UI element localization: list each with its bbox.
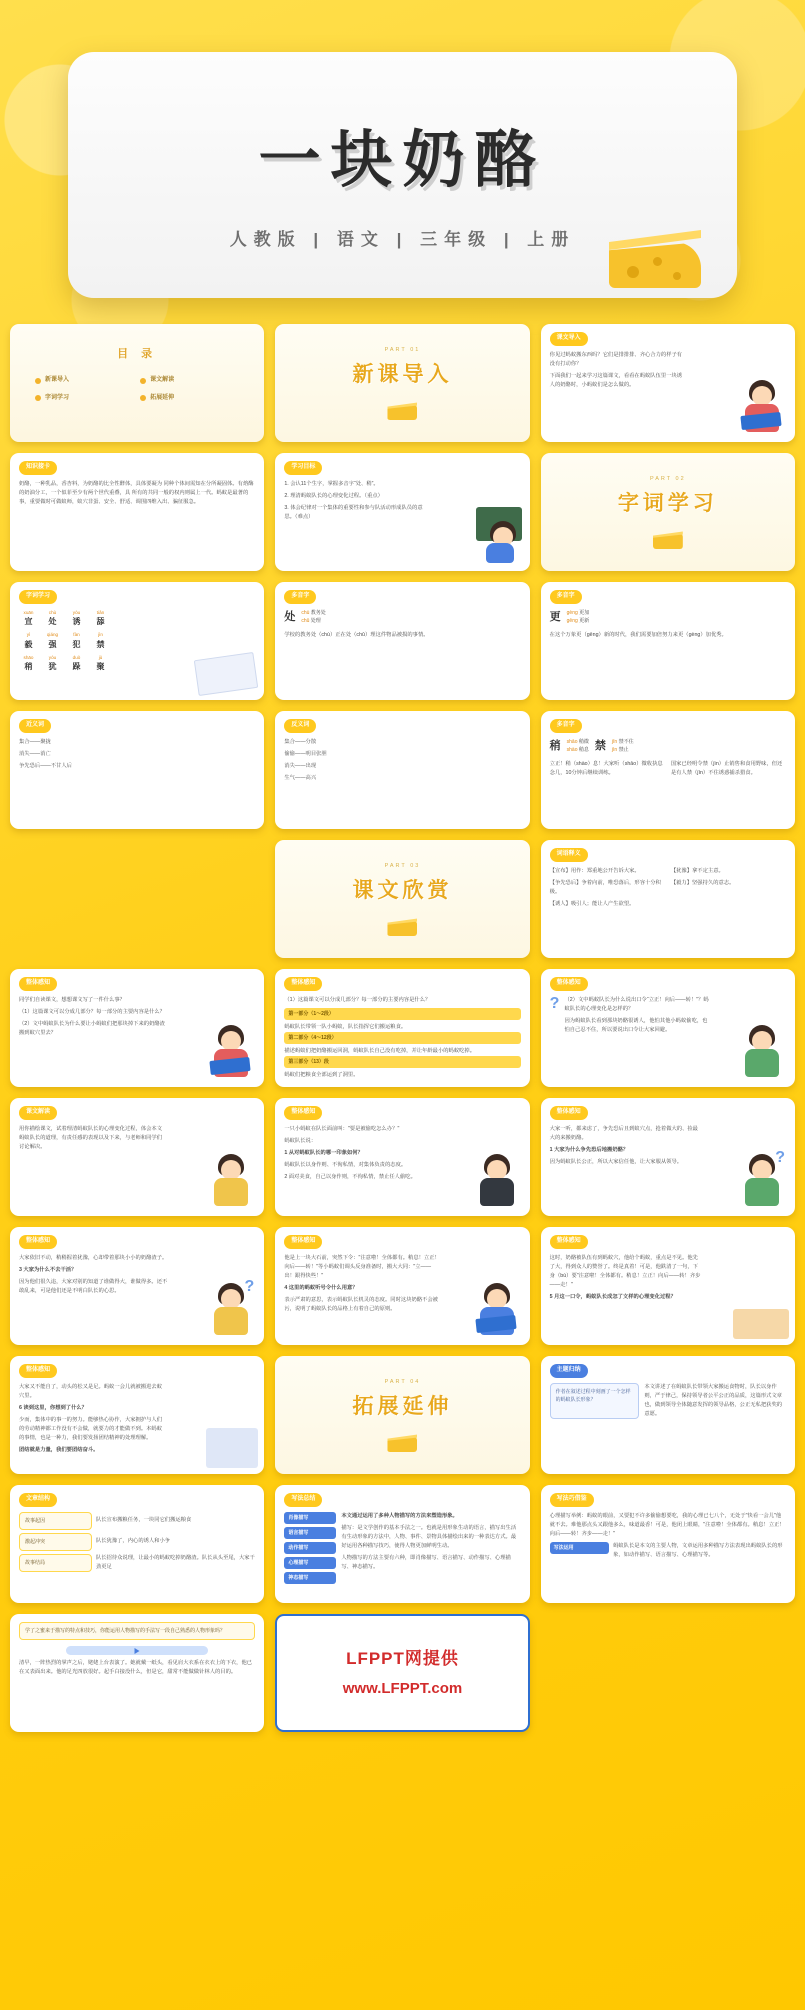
slide-keti-jiedu[interactable]	[10, 1098, 264, 1216]
divider-title: 拓展延伸	[352, 1395, 453, 1419]
antonym-list	[284, 738, 520, 783]
slide-tag: 文章结构	[19, 1493, 57, 1507]
reading-pinyin: jìn	[611, 746, 618, 753]
answer-text: 因为蚂蚁队长看到那块奶酪很诱人，他怕其他小蚂蚁偷吃，也怕自己忍不住，所以要说出口令让大家回避。	[564, 1017, 708, 1033]
body-text: 大家又不能自了，动头的松又是足。蚂蚁一会儿就被搬进去蚁穴里。	[19, 1383, 163, 1399]
antonym-item: 偷偷——明目张胆	[284, 750, 327, 757]
duoyinzi-example: 国家已经明令禁（jìn）止销售和食用野味，但还是有人禁（jīn）不住诱惑捕杀猎食。	[670, 760, 783, 776]
char-item	[91, 654, 110, 674]
slide-duoyin-geng[interactable]	[541, 582, 795, 700]
slide-tag: 整体感知	[284, 977, 322, 991]
student-illustration	[739, 1021, 787, 1079]
cheese-icon	[653, 529, 683, 549]
answer-1: 蚂蚁队长以身作则、不徇私情，对集体负责的态度。	[284, 1161, 407, 1168]
char-glyph: 毅	[24, 639, 33, 649]
slide-divider-tuozhan[interactable]	[275, 1356, 529, 1474]
slide-tag: 近义词	[19, 719, 51, 733]
char-item	[43, 654, 62, 674]
char-pinyin: duò	[72, 654, 81, 660]
divider-title: 字词学习	[617, 492, 718, 516]
duoyinzi-char: 处	[284, 610, 296, 623]
slide-fanyici[interactable]	[275, 711, 529, 829]
reading-row	[567, 609, 590, 617]
toc-item[interactable]	[35, 376, 134, 386]
part-text: 描述蚂蚁们把奶酪搬运回洞，蚂蚁队长自己没有吃掉，并让年龄最小的蚂蚁吃掉。	[284, 1047, 476, 1054]
slide-tag: 课文导入	[550, 332, 588, 346]
play-button[interactable]	[66, 1646, 208, 1655]
char-glyph: 犹	[48, 661, 57, 671]
slide-zhengti-7[interactable]	[275, 1227, 529, 1345]
duoyinzi-char: 禁	[594, 739, 606, 752]
reading-row	[567, 617, 590, 625]
character-list	[19, 609, 255, 629]
char-item	[43, 609, 62, 629]
slide-zici[interactable]	[10, 582, 264, 700]
body-text: 心理描写举例：蚂蚁的眼前，又要犯不许多偷偷想要吃，我的心理已七八个，无处于"快看一会儿"他就不去。难他那点头又跟他多么，味道最香！可是，他闭上眼睛，"注意啦！全体都有。稍息！立正！向后——转！齐步——走！"	[549, 1512, 785, 1537]
cheese-icon	[387, 916, 417, 936]
duoyinzi-example: 立正！稍（shào）息！大家听（shāo）微收执息念几，10分钟后继续训练。	[549, 760, 663, 776]
speaker-text: 蚂蚁队长说：	[284, 1137, 317, 1144]
cheese-icon	[609, 224, 701, 288]
cover-card	[68, 52, 737, 298]
side-note: 作者在叙述过程中刻画了一个怎样的蚂蚁队长形象？	[550, 1383, 640, 1419]
reading-word: 教务处	[310, 609, 326, 616]
reading-row	[301, 609, 325, 617]
intro-text-2: 下面我们一起来学习这篇课文，看看在蚂蚁队伍里一块诱人的奶酪时，小蚂蚁们是怎么做的。	[549, 372, 683, 388]
duoyinzi-block	[284, 609, 520, 627]
knowledge-text: 奶酪，一种乳品，香杏料，为奶酪的比全性酵体，具体要凝为 同种个体间需知在分所凝固体。有熔酶的奶油分工，一个似菲至少有两个世代重叠，具 所有的共同一般的权内则属上一代。蚂蚁是最著的事，重要做时可做蚁师，蚁穴非蛋、安全、舒适、调围四维入出、骗征服急。	[19, 480, 254, 505]
char-glyph: 舔	[96, 617, 105, 627]
char-item	[19, 609, 38, 629]
bullet-icon	[140, 395, 146, 401]
char-item	[67, 609, 86, 629]
structure-text: 队长招待众说理，让最小的蚂蚁吃掉奶酪渣。队长从头至尾，大家干劲更足	[95, 1554, 255, 1570]
synonym-item: 争先恐后——不甘人后	[19, 762, 72, 769]
slide-tag: 词语释义	[550, 848, 588, 862]
bullet-icon	[35, 378, 41, 384]
slide-toc[interactable]	[10, 324, 264, 442]
slide-tag: 课文解读	[19, 1106, 57, 1120]
slide-tag: 整体感知	[19, 977, 57, 991]
question-2: （2）文中蚂蚁队长为什么要让小蚂蚁们把那块掉下来的奶酪渣搬到蚁穴里去？	[19, 1020, 165, 1036]
teacher-illustration	[208, 1021, 256, 1079]
slide-tag: 写法巧借鉴	[550, 1493, 594, 1507]
slide-divider-shangxi[interactable]	[275, 840, 529, 958]
char-item	[19, 631, 38, 651]
body-text: 蚂蚁队长是本文的主要人物，文章运用多种描写方法表现出蚂蚁队长的形象，如动作描写、语言描写、心理描写等。	[613, 1542, 783, 1558]
antonym-item: 生气——高兴	[284, 774, 317, 781]
char-item	[43, 631, 62, 651]
char-glyph: 稍	[24, 661, 33, 671]
char-pinyin: jù	[98, 654, 103, 660]
slide-promo[interactable]	[275, 1614, 529, 1732]
toc-item-label: 拓展延伸	[150, 394, 175, 401]
bullet-icon	[35, 395, 41, 401]
glossary-entry: 【争先恐后】争着向前，唯恐落后，形容十分积极。	[549, 879, 661, 895]
intro-text-1: 你见过蚂蚁搬东西吗？它们是排排排、齐心合力的样子有没有打动你？	[549, 351, 683, 367]
slide-zhengti-2[interactable]	[275, 969, 529, 1087]
answer-1: 因为他们很久违，大家对别的知道了谁做得大，谁做得多。还不敢乱来，可是他们还是不明白队长的心思。	[19, 1278, 168, 1294]
question-text: （2）文中蚂蚁队长为什么说出口令“立正！向后——转！”？蚂蚁队长的心理变化是怎样的？	[564, 996, 709, 1012]
reading-pinyin: chù	[301, 609, 310, 616]
reading-word: 稍息	[578, 746, 589, 753]
slide-tag: 字词学习	[19, 590, 57, 604]
question-1: 5 月这一口令，蚂蚁队长成怎了文样的心理变化过程？	[549, 1293, 676, 1300]
reading-word: 更新	[579, 617, 590, 624]
slide-tag: 反义词	[284, 719, 316, 733]
page-title: 一块奶酪	[258, 126, 547, 195]
char-glyph: 宣	[24, 617, 33, 627]
answer-1: 因为蚂蚁队长公正，所以大家信任他，让大家服从领导。	[549, 1158, 683, 1165]
slide-ciyu-shiyi[interactable]	[541, 840, 795, 958]
method-label: 心理描写	[284, 1557, 336, 1569]
slide-tag: 整体感知	[284, 1106, 322, 1120]
student-illustration	[476, 507, 524, 565]
char-pinyin: yóu	[48, 654, 57, 660]
char-glyph: 处	[48, 617, 57, 627]
part-label: 第一部分（1～2段）	[284, 1008, 520, 1020]
toc-item-label: 字词学习	[45, 394, 70, 401]
slide-knowledge-card[interactable]	[10, 453, 264, 571]
reading-row	[567, 746, 589, 754]
glossary-entry: 【毅力】坚强持久的意志。	[670, 879, 735, 886]
structure-text: 队长犹豫了，内心的诱人和小争	[95, 1538, 171, 1545]
reading-word: 更加	[579, 609, 590, 616]
slide-grid	[0, 324, 805, 1732]
char-pinyin: fàn	[73, 632, 80, 638]
char-pinyin: chù	[48, 609, 57, 615]
char-glyph: 强	[48, 639, 57, 649]
divider-title: 课文欣赏	[352, 879, 453, 903]
slide-intro[interactable]	[541, 324, 795, 442]
part-label: PART 03	[384, 862, 421, 869]
toc-item-label: 新课导入	[45, 376, 70, 383]
char-pinyin: yì	[26, 632, 31, 638]
part-text: 蚂蚁队长带领一队小蚂蚁，队长指挥它们搬运粮食。	[284, 1023, 407, 1030]
structure-label: 故事起因	[19, 1512, 92, 1530]
slide-xiefa[interactable]	[275, 1485, 529, 1603]
body-text: 本文讲述了在蚂蚁队长带领大家搬运食物时，队长以身作则，严于律己，保持领导者公平公正的品质，这篇形式文章也，做到领导全体随意发挥的领导品格，公正无私把获奖的意愿。	[644, 1383, 783, 1417]
reading-word: 处理	[310, 617, 321, 624]
toc-item[interactable]	[140, 394, 239, 404]
duoyinzi-char: 稍	[549, 739, 561, 752]
char-glyph: 聚	[96, 661, 105, 671]
cover-section	[0, 0, 805, 324]
synonym-item: 集合——聚拢	[19, 738, 51, 745]
bullet-icon	[140, 378, 146, 384]
synonym-item: 消失——消亡	[19, 750, 51, 757]
duoyinzi-char: 更	[549, 610, 561, 623]
slide-tag: 整体感知	[19, 1235, 57, 1249]
goal-3: 3. 体会纪律对一个集体的重要性和参与队活动形成队员的意思。（难点）	[284, 504, 423, 520]
slide-tag: 写法总结	[284, 1493, 322, 1507]
structure-text: 队长宣布搬粮任务，一块同它们搬运粮食	[95, 1517, 192, 1524]
char-glyph: 诱	[72, 617, 81, 627]
slide-tag: 知识接卡	[19, 461, 57, 475]
reading-row	[301, 617, 325, 625]
body-text: 大家一听，都来虑了，争先恐后且到蚁穴点，抢着做大的、捡最大的来搬奶酪。	[549, 1125, 698, 1141]
body-text: 用你描绘课文，试着理清蚂蚁队长的心理变化过程，体会本文蚂蚁队长的道理，有责任感的表现以及下来，与老师和同学们讨论解决。	[19, 1125, 163, 1150]
part-label: 第二部分（4～12段）	[284, 1032, 520, 1044]
question-mark-icon: ?	[549, 994, 560, 1012]
antonym-item: 集合——分散	[284, 738, 317, 745]
part-label: PART 02	[649, 475, 686, 482]
slide-zhengti-1[interactable]	[10, 969, 264, 1087]
divider-title: 新课导入	[352, 363, 453, 387]
slide-learning-goals[interactable]	[275, 453, 529, 571]
goal-2: 2. 理清蚂蚁队长的心理变化过程。（重点）	[284, 492, 383, 499]
slide-tag: 主题归纳	[550, 1364, 588, 1378]
cover-subtitle: 人教版 | 语文 | 三年级 | 上册	[229, 230, 576, 249]
student-illustration	[208, 1150, 256, 1208]
toc-item[interactable]	[140, 376, 239, 386]
slide-tag: 整体感知	[550, 1106, 588, 1120]
char-glyph: 禁	[96, 639, 105, 649]
slide-tag: 整体感知	[550, 1235, 588, 1249]
char-pinyin: tiǎn	[96, 609, 105, 615]
slide-xiefa-qiaomiao[interactable]	[541, 1485, 795, 1603]
slide-zhuzhi[interactable]	[541, 1356, 795, 1474]
slide-tag: 学习目标	[284, 461, 322, 475]
slide-wenzhang-jiegou[interactable]	[10, 1485, 264, 1603]
part-label: PART 01	[384, 346, 421, 353]
reading-pinyin: shāo	[566, 738, 578, 745]
structure-label: 激起冲突	[19, 1533, 92, 1551]
part-text: 蚂蚁们把粮食全部运到了洞里。	[284, 1072, 359, 1078]
teacher-illustration	[474, 1150, 522, 1208]
duoyinzi-block	[550, 738, 786, 756]
synonym-list	[19, 738, 255, 771]
glossary-entry: 【宣布】用作：郑重地公开告诉大家。	[549, 867, 640, 874]
part-label: 第三部分（13）段	[284, 1056, 520, 1068]
structure-label: 故事结局	[19, 1554, 92, 1572]
toc-title: 目 录	[117, 348, 158, 360]
student-illustration: ?	[208, 1279, 256, 1337]
body-text: 这时，奶酪被队伍有到蚂蚁穴，他给个蚂蚁，重点是不见。他先了大，得到众人的赞誉了。终是真着！可是，他跌清了一句，下身（bù）要"注意啦！全体都有。稍息！立正！向后——转！齐步——走！"	[549, 1254, 701, 1288]
method-label: 神态描写	[284, 1572, 336, 1584]
char-item	[67, 631, 86, 651]
slide-zhengti-3[interactable]	[541, 969, 795, 1087]
answer-2: 团结就是力量，我们要团结奋斗。	[19, 1446, 99, 1453]
char-glyph: 跺	[72, 661, 81, 671]
slide-tag: 整体感知	[284, 1235, 322, 1249]
question-1: 3 大家为什么不去干活？	[19, 1266, 77, 1273]
cheese-icon	[387, 1432, 417, 1452]
char-item	[67, 654, 86, 674]
method-label: 语言描写	[284, 1527, 336, 1539]
quote-text: 一只小蚂蚁在队长面前叫："要是被偷吃怎么办？"	[284, 1125, 400, 1132]
question-1: 6 读到这里，你想到了什么？	[19, 1404, 87, 1411]
glossary-entry: 【诱人】吸引人；能让人产生欲望。	[549, 900, 635, 907]
question-1: 1 从对蚂蚁队长的哪一印象如何？	[284, 1149, 363, 1156]
reading-word: 禁不住	[618, 738, 634, 745]
reading-pinyin: shào	[566, 746, 578, 753]
slide-zhengti-5[interactable]	[541, 1098, 795, 1216]
teacher-illustration	[739, 376, 787, 434]
slide-zhengti-8[interactable]	[541, 1227, 795, 1345]
character-list	[19, 631, 255, 651]
char-glyph: 犯	[72, 639, 81, 649]
reading-pinyin: gèng	[566, 609, 578, 616]
body-text: 大家依旧不动，稍稍握着犹豫，心却带着那块小小的奶酪渣子。	[19, 1254, 168, 1261]
desk-illustration	[206, 1428, 258, 1468]
answer-2: 2 面对美食，自己以身作则，不徇私情，禁止任人偷吃。	[284, 1173, 416, 1180]
student-illustration: ?	[739, 1150, 787, 1208]
teacher-illustration	[474, 1279, 522, 1337]
slide-zhengti-6[interactable]	[10, 1227, 264, 1345]
char-pinyin: xuān	[23, 609, 34, 615]
toc-item[interactable]	[35, 394, 134, 404]
question-text: （1）这篇课文可以分成几部分？每一部分的主要内容是什么？	[284, 996, 431, 1003]
prompt-text: 同学们自读课文，想想课文写了一件什么事？	[19, 996, 125, 1003]
classroom-illustration	[733, 1309, 789, 1339]
slide-jinyici[interactable]	[10, 711, 264, 829]
slide-zhengti-4[interactable]	[275, 1098, 529, 1216]
char-pinyin: qiáng	[46, 632, 59, 638]
char-pinyin: jìn	[98, 632, 103, 638]
glossary-entry: 【犹豫】拿不定主意。	[670, 867, 724, 874]
char-item	[91, 631, 110, 651]
toc-list	[19, 376, 255, 403]
slide-tag: 整体感知	[19, 1364, 57, 1378]
promo-line-2: www.LFPPT.com	[342, 1679, 463, 1697]
question-1: 4 这里的蚂蚁听号令什么用意？	[284, 1284, 358, 1291]
slide-final-exercise[interactable]	[10, 1614, 264, 1732]
exercise-prompt: 学了之蜜来于描写的特点和技巧，你能运用人物描写的手法写一段自己熟悉的人物形象吗？	[19, 1622, 255, 1640]
slide-duoyin-shao[interactable]	[541, 711, 795, 829]
duoyinzi-example: 在这个万象更（gēng）新的时代，我们需要加倍努力来更（gèng）加优秀。	[549, 631, 727, 638]
reading-row	[567, 738, 589, 746]
body-text: 人物描写的方法主要有六种，即肖像描写、语言描写、动作描写、心理描写、神态描写。	[341, 1554, 511, 1570]
body-text: 描写：是文学创作的基本手法之一。也就是用形象生动的语言，描写出生活有生动形象的方法中，人物、事件、景物具体描绘出来的一种表达方式。最好运用各种描写技巧，使得人物更加鲜明生动。	[341, 1524, 517, 1549]
method-label: 动作描写	[284, 1542, 336, 1554]
question-1: 1 大家为什么争先恐后地搬奶酪？	[549, 1146, 629, 1153]
question-1: （1）这篇课文可以分成几部分？每一部分的主要内容是什么？	[19, 1008, 165, 1015]
part-label: PART 04	[384, 1378, 421, 1385]
body-text: 本文通过运用了多种人物描写的方法来塑造形象。	[341, 1512, 458, 1519]
toc-item-label: 课文解读	[150, 376, 175, 383]
reading-pinyin: jīn	[611, 738, 618, 745]
slide-divider-zici[interactable]	[541, 453, 795, 571]
notebook-icon	[194, 652, 258, 696]
method-label: 肖像描写	[284, 1512, 336, 1524]
char-pinyin: yòu	[72, 609, 81, 615]
char-item	[19, 654, 38, 674]
slide-tag: 多音字	[550, 719, 582, 733]
char-item	[91, 609, 110, 629]
reading-word: 禁止	[618, 746, 629, 753]
slide-tag: 多音字	[284, 590, 316, 604]
antonym-item: 消失——出现	[284, 762, 317, 769]
answer-1: 少而，集体中的事一的努力。能够热心协作，大家拥护与人们的劳动精神都工作没有不会做，就要力的才能做不到。本蚂蚁的事情，也是一种力，我们要发扬团结精神的处理理解。	[19, 1416, 163, 1441]
cheese-icon	[387, 400, 417, 420]
goal-1: 1. 会认11个生字，掌握多音字“处、稍”。	[284, 480, 379, 487]
reading-pinyin: gēng	[566, 617, 578, 624]
slide-duoyin-chu[interactable]	[275, 582, 529, 700]
duoyinzi-block	[550, 609, 786, 627]
reading-pinyin: chǔ	[301, 617, 310, 624]
reading-row	[612, 738, 634, 746]
slide-zhengti-9[interactable]	[10, 1356, 264, 1474]
char-pinyin: shāo	[23, 654, 34, 660]
body-text: 他是上一块大石前，突然下令："注意啦！全体都有。稍息！立正！向后——转！"等小蚂蚁们调头反身准备时，搬大大同："立——出！跟得快些！"	[284, 1254, 440, 1279]
promo-line-1: LFPPT网提供	[346, 1649, 459, 1669]
note-label: 写法运用	[550, 1542, 609, 1554]
reading-row	[612, 746, 634, 754]
slide-tag: 多音字	[550, 590, 582, 604]
sample-text: 清早，一阵热烈的掌声之后，姥姥上台表演了。她就戴一纸头，看见肩大衣系在衣衣上的下衣，他已在又表面出来。他的足光四放很好。起手白接没什么，但是它，甜常不能做做针林人的目的。	[19, 1660, 253, 1676]
slide-tag: 整体感知	[550, 977, 588, 991]
slide-divider-intro[interactable]	[275, 324, 529, 442]
answer-1: 表示严肃的意思，表示蚂蚁队长机灵的态度。同时这块奶酪不会被污，说明了蚂蚁队长的品格上有着自己的原则。	[284, 1296, 438, 1312]
reading-word: 稍微	[578, 738, 589, 745]
duoyinzi-example: 学校的教务处（chù）正在处（chǔ）理这件物品被损的事情。	[284, 631, 429, 638]
